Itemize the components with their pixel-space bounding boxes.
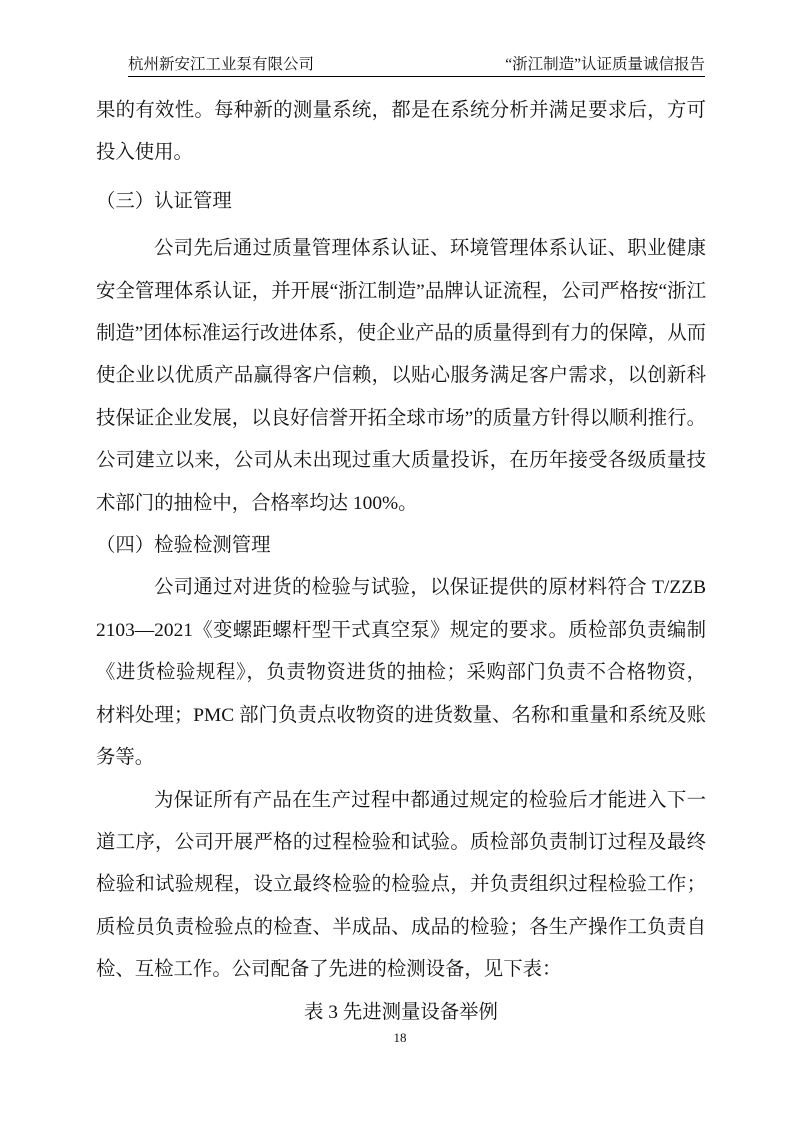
paragraph-certification-management: 公司先后通过质量管理体系认证、环境管理体系认证、职业健康安全管理体系认证，并开展“浙江制造”品牌认证流程，公司严格按“浙江制造”团体标准运行改进体系，使企业产品的质量得到有力的保障，从而使企业以优质产品赢得客户信赖，以贴心服务满足客户需求，以创新科技保证企业发展，以良好信誉开拓全球市场”的质量方针得以顺利推行。公司建立以来，公司从未出现过重大质量投诉，在历年接受各级质量技术部门的抽检中，合格率均达 100%。 [96,238,706,514]
table-caption: 表 3 先进测量设备举例 [304,1001,498,1023]
heading-certification-management: （三）认证管理 [96,190,232,212]
header-report-title: “浙江制造”认证质量诚信报告 [505,56,705,73]
page-header [128,56,705,77]
paragraph-process-inspection: 为保证所有产品在生产过程中都通过规定的检验后才能进入下一道工序，公司开展严格的过程检验和试验。质检部负责制订过程及最终检验和试验规程，设立最终检验的检验点，并负责组织过程检验工作；质检员负责检验点的检查、半成品、成品的检验；各生产操作工负责自检、互检工作。公司配备了先进的检测设备，见下表： [96,789,706,981]
document-body [96,90,706,1034]
page-number: 18 [393,1030,407,1045]
heading-inspection-testing-management: （四）检验检测管理 [96,535,271,557]
paragraph-incoming-inspection: 公司通过对进货的检验与试验，以保证提供的原材料符合 T/ZZB 2103—2021《变螺距螺杆型干式真空泵》规定的要求。质检部负责编制《进货检验规程》，负责物资进货的抽检；采购部门负责不合格物资，材料处理；PMC 部门负责点收物资的进货数量、名称和重量和系统及账务等。 [96,577,706,769]
header-company-name: 杭州新安江工业泵有限公司 [128,56,315,73]
paragraph-measurement-system-continuation: 果的有效性。每种新的测量系统，都是在系统分析并满足要求后，方可投入使用。 [96,100,706,164]
